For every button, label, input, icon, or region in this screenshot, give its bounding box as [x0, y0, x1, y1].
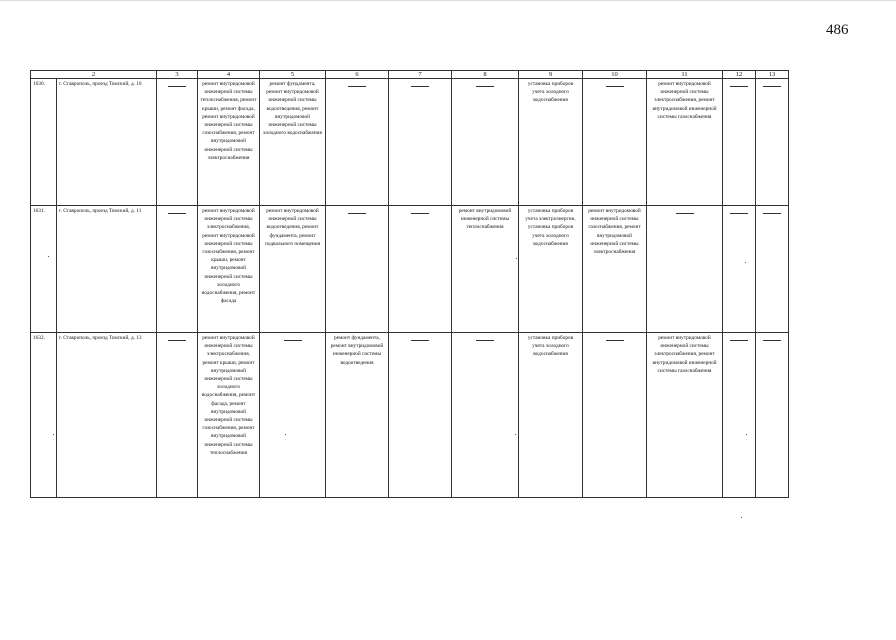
dash-mark	[348, 86, 366, 87]
work-cell: ремонт внутридомовой инженерной системы газоснабжения, ремонт внутридомовой инженерной системы электроснабжения	[583, 206, 647, 333]
empty-cell	[326, 79, 389, 206]
dash-mark	[476, 340, 494, 341]
work-cell: установка приборов учета холодного водоснабжения	[519, 333, 583, 498]
empty-cell	[647, 206, 723, 333]
scan-speck	[741, 517, 742, 518]
scan-speck	[53, 434, 54, 435]
address-cell: г. Ставрополь, проезд Томский, д. 13	[57, 333, 157, 498]
work-cell: ремонт внутридомовой инженерной системы электроснабжения, ремонт крыши, ремонт внутридомовой инженерной системы холодного водоснабжения, ремонт фасада, ремонт внутридомовой инженерной системы газоснабжения, ремонт внутридомовой инженерной системы теплоснабжения	[198, 333, 260, 498]
empty-cell	[723, 79, 756, 206]
scan-speck	[48, 256, 49, 257]
table-row	[31, 333, 789, 498]
column-number-cell: 12	[723, 71, 756, 79]
column-number-cell: 13	[756, 71, 789, 79]
scan-speck	[285, 434, 286, 435]
table-row	[31, 79, 789, 206]
scan-speck	[515, 434, 516, 435]
address-cell: г. Ставрополь, проезд Томский, д. 11	[57, 206, 157, 333]
work-cell: ремонт внутридомовой инженерной системы теплоснабжения	[452, 206, 519, 333]
dash-mark	[606, 86, 624, 87]
empty-cell	[723, 333, 756, 498]
empty-cell	[157, 206, 198, 333]
dash-mark	[411, 340, 429, 341]
dash-mark	[763, 213, 781, 214]
column-number-cell: 6	[326, 71, 389, 79]
empty-cell	[583, 79, 647, 206]
dash-mark	[730, 86, 748, 87]
empty-cell	[260, 333, 326, 498]
dash-mark	[284, 340, 302, 341]
dash-mark	[168, 340, 186, 341]
empty-cell	[326, 206, 389, 333]
row-number: 1630.	[31, 79, 57, 206]
row-number: 1632.	[31, 333, 57, 498]
scan-speck	[516, 258, 517, 259]
dash-mark	[476, 86, 494, 87]
empty-cell	[583, 333, 647, 498]
empty-cell	[389, 333, 452, 498]
address-cell: г. Ставрополь, проезд Томский, д. 10	[57, 79, 157, 206]
work-cell: ремонт фундамента, ремонт внутридомовой инженерной системы водоотведения, ремонт внутридомовой инженерной системы холодного водоснабжения	[260, 79, 326, 206]
scan-edge	[0, 0, 896, 1]
dash-mark	[763, 340, 781, 341]
column-number-cell: 7	[389, 71, 452, 79]
dash-mark	[168, 213, 186, 214]
dash-mark	[606, 340, 624, 341]
work-cell: установка приборов учета электроэнергии, установка приборов учета холодного водоснабжения	[519, 206, 583, 333]
dash-mark	[348, 213, 366, 214]
empty-cell	[157, 333, 198, 498]
column-number-cell: 2	[31, 71, 157, 79]
empty-cell	[389, 79, 452, 206]
work-cell: ремонт внутридомовой инженерной системы теплоснабжения, ремонт крыши, ремонт фасада, ремонт внутридомовой инженерной системы газоснабжения, ремонт внутридомовой инженерной системы электроснабжения	[198, 79, 260, 206]
scan-speck	[746, 434, 747, 435]
housing-register-table	[30, 70, 789, 498]
column-number-cell: 4	[198, 71, 260, 79]
column-number-cell: 3	[157, 71, 198, 79]
row-number: 1631.	[31, 206, 57, 333]
column-number-cell: 8	[452, 71, 519, 79]
column-number-cell: 10	[583, 71, 647, 79]
empty-cell	[723, 206, 756, 333]
dash-mark	[168, 86, 186, 87]
empty-cell	[452, 79, 519, 206]
dash-mark	[730, 213, 748, 214]
column-number-row	[31, 71, 789, 79]
empty-cell	[157, 79, 198, 206]
dash-mark	[411, 86, 429, 87]
dash-mark	[763, 86, 781, 87]
work-cell: ремонт внутридомовой инженерной системы электроснабжения, ремонт внутридомовой инженерной системы газоснабжения	[647, 79, 723, 206]
column-number-cell: 9	[519, 71, 583, 79]
dash-mark	[676, 213, 694, 214]
table-row	[31, 206, 789, 333]
work-cell: ремонт внутридомовой инженерной системы электроснабжения, ремонт внутридомовой инженерной системы газоснабжения	[647, 333, 723, 498]
page-number: 486	[826, 22, 849, 38]
empty-cell	[452, 333, 519, 498]
empty-cell	[756, 206, 789, 333]
empty-cell	[756, 79, 789, 206]
work-cell: ремонт внутридомовой инженерной системы электроснабжения, ремонт внутридомовой инженерной системы газоснабжения, ремонт крыши, ремонт внутридомовой инженерной системы холодного водоснабжения, ремонт фасада	[198, 206, 260, 333]
column-number-cell: 11	[647, 71, 723, 79]
work-cell: ремонт фундамента, ремонт внутридомовой инженерной системы водоотведения	[326, 333, 389, 498]
column-number-cell: 5	[260, 71, 326, 79]
work-cell: установка приборов учета холодного водоснабжения	[519, 79, 583, 206]
scan-speck	[745, 262, 746, 263]
dash-mark	[411, 213, 429, 214]
empty-cell	[756, 333, 789, 498]
work-cell: ремонт внутридомовой инженерной системы водоотведения, ремонт фундамента, ремонт подвального помещения	[260, 206, 326, 333]
dash-mark	[730, 340, 748, 341]
empty-cell	[389, 206, 452, 333]
